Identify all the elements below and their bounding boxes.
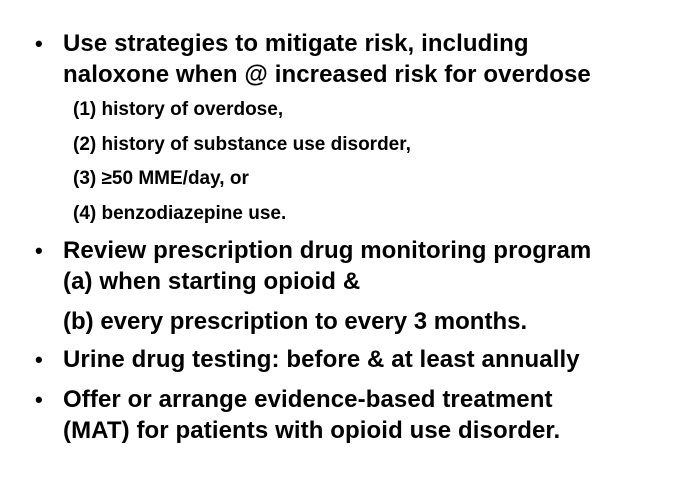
bullet-dot: • xyxy=(35,31,43,56)
bullet-2 xyxy=(35,235,688,297)
bullet-dot: • xyxy=(35,238,43,263)
bullet-4-line-2: (MAT) for patients with opioid use disorder. xyxy=(63,417,561,444)
bullet-4 xyxy=(35,384,688,446)
bullet-1-line-1: Use strategies to mitigate risk, including xyxy=(63,30,529,57)
bullet-2-line-1: Review prescription drug monitoring program xyxy=(63,237,592,264)
subitem-4: (4) benzodiazepine use. xyxy=(73,203,287,224)
bullet-3 xyxy=(35,344,688,375)
bullet-2-line-2: (a) when starting opioid & xyxy=(63,268,361,295)
bullet-1-line-2: naloxone when @ increased risk for overdose xyxy=(63,61,591,88)
subitem-3: (3) ≥50 MME/day, or xyxy=(73,168,249,189)
bullet-2-line-3: (b) every prescription to every 3 months. xyxy=(63,308,528,335)
bullet-4-line-1: Offer or arrange evidence-based treatment xyxy=(63,386,553,413)
subitem-2: (2) history of substance use disorder, xyxy=(73,134,411,155)
subitem-1: (1) history of overdose, xyxy=(73,99,284,120)
bullet-dot: • xyxy=(35,387,43,412)
bullet-dot: • xyxy=(35,347,43,372)
bullet-1 xyxy=(35,28,688,90)
bullet-3-line-1: Urine drug testing: before & at least annually xyxy=(63,346,580,373)
